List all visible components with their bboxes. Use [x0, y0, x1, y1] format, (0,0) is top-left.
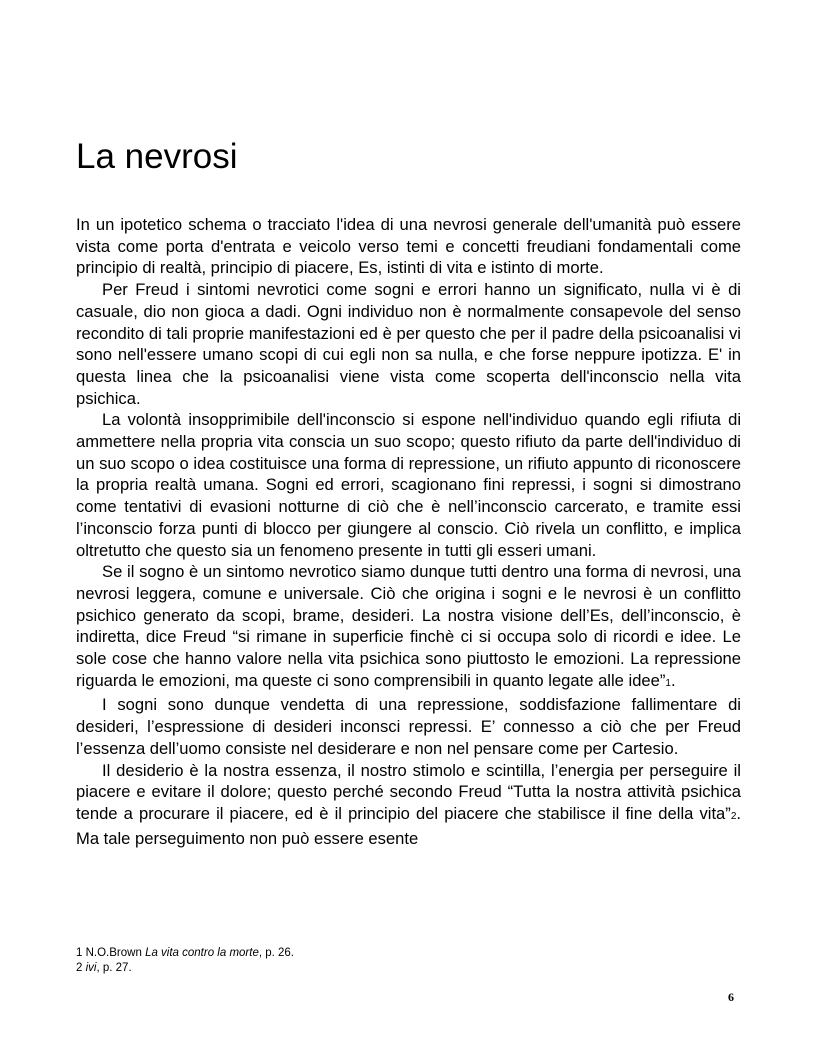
footnote-author: N.O.Brown	[85, 947, 142, 959]
paragraph-text-end: . Ma tale perseguimento non può essere esente	[76, 803, 741, 848]
footnote-ref: 1	[665, 677, 671, 689]
footnote-page: , p. 27.	[96, 962, 132, 974]
paragraph-text: Se il sogno è un sintomo nevrotico siamo dunque tutti dentro una forma di nevrosi, una nevrosi leggera, comune e universale. Ciò che origina i sogni e le nevrosi è un conflitto psichico generato da scopi, brame, desideri. La nostra visione dell’Es, dell’inconscio, è indiretta, dice Freud “si rimane in superficie finchè ci si occupa solo di ricordi e idee. Le sole cose che hanno valore nella vita psichica sono piuttosto le emozioni. La repressione riguarda le emozioni, ma queste ci sono comprensibili in quanto legate alle idee”	[76, 562, 741, 690]
paragraph-6	[76, 760, 741, 850]
paragraph-text-end: .	[670, 670, 676, 690]
footnote-number: 1	[76, 947, 83, 959]
paragraph-1	[76, 214, 741, 279]
footnote-2	[76, 961, 294, 976]
body-text	[76, 214, 741, 849]
page-number: 6	[728, 990, 734, 1004]
footnote-ref: 2	[730, 810, 737, 822]
paragraph-4	[76, 561, 741, 694]
paragraph-3	[76, 409, 741, 561]
footnote-work: ivi	[85, 962, 97, 974]
paragraph-text: In un ipotetico schema o tracciato l'idea di una nevrosi generale dell'umanità può essere vista come porta d'entrata e veicolo verso temi e concetti freudiani fondamentali come principio di realtà, principio di piacere, Es, istinti di vita e istinto di morte.	[76, 215, 741, 278]
page-title: La nevrosi	[76, 137, 238, 176]
paragraph-text: Il desiderio è la nostra essenza, il nostro stimolo e scintilla, l’energia per perseguire il piacere e evitare il dolore; questo perché secondo Freud “Tutta la nostra attività psichica tende a procurare il piacere, ed è il principio del piacere che stabilisce il fine della vita”	[76, 760, 741, 823]
paragraph-text: I sogni sono dunque vendetta di una repressione, soddisfazione fallimentare di desideri, l’espressione di desideri inconsci repressi. E’ connesso a ciò che per Freud l’essenza dell’uomo consiste nel desiderare e non nel pensare come per Cartesio.	[76, 695, 741, 758]
paragraph-text: La volontà insopprimibile dell'inconscio si espone nell'individuo quando egli rifiuta di ammettere nella propria vita conscia un suo scopo; questo rifiuto da parte dell'individuo di un suo scopo o idea costituisce una forma di repressione, un rifiuto appunto di riconoscere la propria realtà umana. Sogni ed errori, scagionano fini repressi, i sogni si dimostrano come tentativi di evasioni notturne di ciò che è nell’inconscio carcerato, e tramite essi l’inconscio forza punti di blocco per giungere al conscio. Ciò rivela un conflitto, e implica oltretutto che questo sia un fenomeno presente in tutti gli esseri umani.	[76, 410, 741, 560]
footnote-page: , p. 26.	[258, 947, 295, 959]
paragraph-text: Per Freud i sintomi nevrotici come sogni e errori hanno un significato, nulla vi è di casuale, dio non gioca a dadi. Ogni individuo non è normalmente consapevole del senso recondito di tali proprie manifestazioni ed è per questo che per il padre della psicoanalisi vi sono nell'essere umano scopi di cui egli non sa nulla, e che forse neppure ipotizza. E' in questa linea che la psicoanalisi viene vista come scoperta dell'inconscio nella vita psichica.	[76, 280, 741, 408]
footnote-work: La vita contro la morte	[145, 947, 259, 959]
paragraph-2	[76, 279, 741, 409]
footnote-1	[76, 946, 294, 961]
paragraph-5	[76, 694, 741, 759]
footnotes	[76, 946, 294, 976]
footnote-number: 2	[76, 962, 83, 974]
